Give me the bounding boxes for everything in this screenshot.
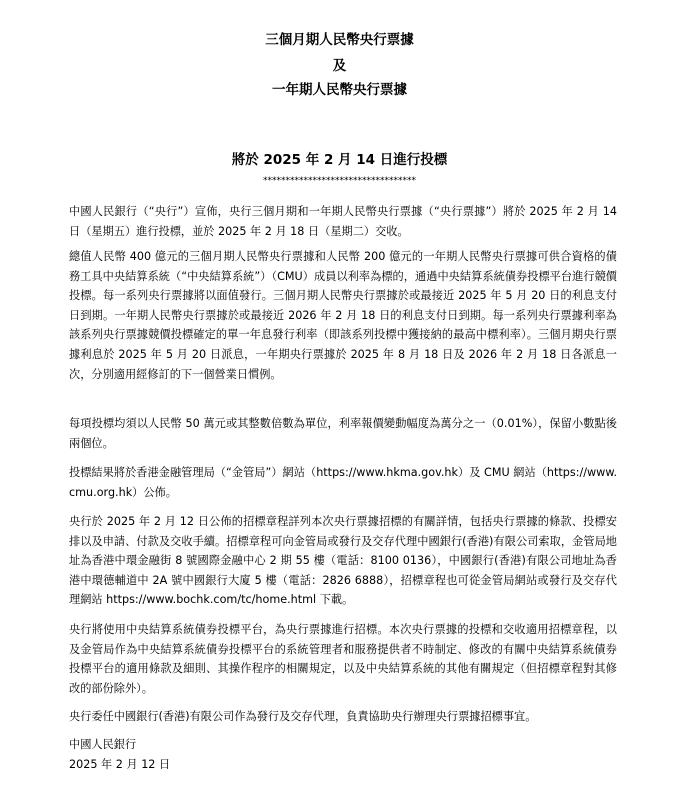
paragraph-bid-unit: 每項投標均須以人民幣 50 萬元或其整數倍數為單位，利率報價變動幅度為萬分之一（0.01%），保留小數點後兩個位。 [69,417,617,450]
paragraph-results: 投標結果將於香港金融管理局（“金管局”）網站（https://www.hkma.gov.hk）及 CMU 網站（https://www.cmu.org.hk）公佈。 [69,466,617,499]
title-line-3: 一年期人民幣央行票據 [272,82,407,98]
issuer-name: 中國人民銀行 [69,738,137,751]
paragraph-prospectus: 央行於 2025 年 2 月 12 日公佈的招標章程詳列本次央行票據招標的有關詳情，包括央行票據的條款、投標安排以及申請、付款及交收手續。招標章程可向金管局或發行及交存代理中國銀行(香港)有限公司索取，金管局地址為香港中環金融街 8 號國際金融中心 2 期 55 樓（電話：8100 0136），中國銀行(香港)有限公司地址為香港中環德輔道中 2A 號中國銀行大廈 5 樓（電話：2826 6888），招標章程也可從金管局網站或發行及交存代理網站 https://www.bochk.com/tc/home.html 下載。 [69,515,617,607]
tender-date-heading: 將於 2025 年 2 月 14 日進行投標 [231,152,448,168]
paragraph-tender-platform: 央行將使用中央結算系統債券投標平台，為央行票據進行招標。本次央行票據的投標和交收適用招標章程，以及金管局作為中央結算系統債券投標平台的系統管理者和服務提供者不時制定、修改的有關中央結算系統債券投標平台的適用條款及細則、其操作程序的相關規定，以及中央結算系統的其他有關規定（但招標章程對其修改的部份除外）。 [69,623,617,695]
issue-date: 2025 年 2 月 12 日 [69,758,171,771]
title-line-1: 三個月期人民幣央行票據 [265,32,414,48]
paragraph-bill-details: 總值人民幣 400 億元的三個月期人民幣央行票據和人民幣 200 億元的一年期人民幣央行票據可供合資格的債務工具中央結算系統（“中央結算系統”）（CMU）成員以利率為標的，通過中央結算系統債券投標平台進行競價投標。每一系列央行票據將以面值發行。三個月期人民幣央行票據於或最接近 2025 年 5 月 20 日的利息支付日到期。一年期人民幣央行票據於或最接近 2026 年 2 月 18 日的利息支付日到期。每一系列央行票據利率為該系列央行票據競價投標確定的單一年息發行利率（即該系列投標中獲接納的最高中標利率）。三個月期央行票據利息於 2025 年 5 月 20 日派息，一年期央行票據於 2025 年 8 月 18 日及 2026 年 2 月 18 日各派息一次，分別適用經修訂的下一個營業日慣例。 [69,250,617,381]
paragraph-agent: 央行委任中國銀行(香港)有限公司作為發行及交存代理，負責協助央行辦理央行票據招標事宜。 [69,710,537,723]
title-line-2: 及 [332,58,347,74]
paragraph-announcement: 中國人民銀行（“央行”）宣佈，央行三個月期和一年期人民幣央行票據（“央行票據”）將於 2025 年 2 月 14 日（星期五）進行投標，並於 2025 年 2 月 18 日（星期二）交收。 [69,205,617,238]
asterisk-separator: ********************************** [263,176,416,186]
